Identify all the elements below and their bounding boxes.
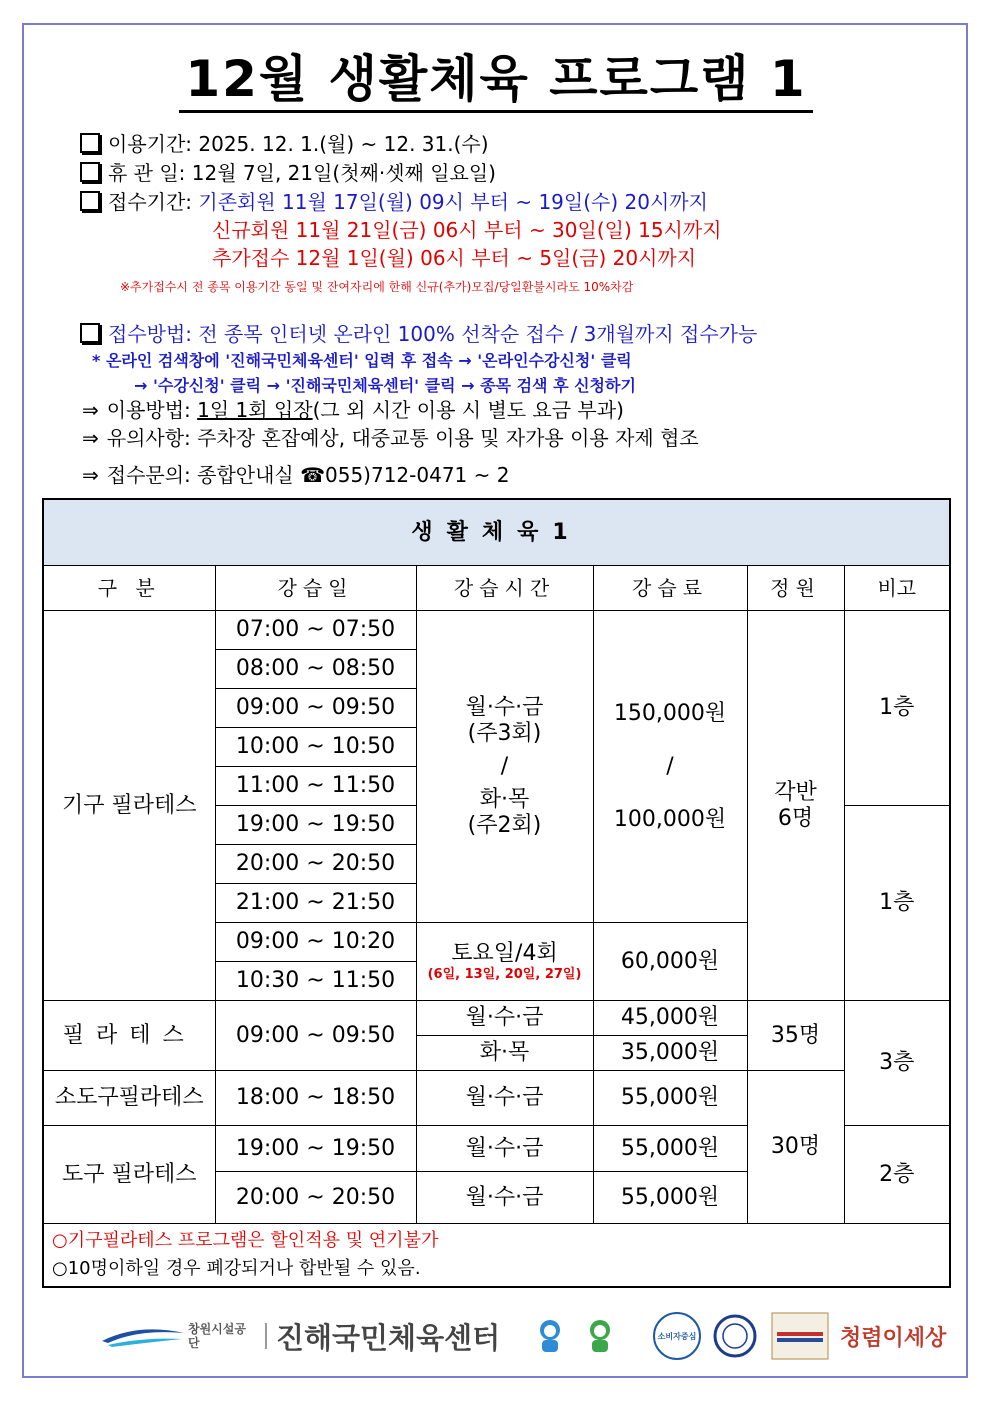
center-name: 진해국민체육센터 bbox=[276, 1320, 501, 1355]
col-fee: 강습료 bbox=[593, 566, 747, 611]
table-row bbox=[43, 1071, 950, 1126]
program-name: 필라테스 bbox=[43, 1001, 215, 1071]
info-reg-new: 신규회원 11월 21일(금) 06시 부터 ~ 30일(일) 15시까지 bbox=[212, 218, 722, 242]
info-registration: 접수기간: 기존회원 11월 17일(월) 09시 부터 ~ 19일(수) 20시까지 bbox=[80, 189, 708, 215]
info-caution: ⇒ 유의사항: 주차장 혼잡예상, 대중교통 이용 및 자가용 이용 자제 협조 bbox=[82, 426, 699, 450]
info-method: 접수방법: 전 종목 인터넷 온라인 100% 선착순 접수 / 3개월까지 접수가능 bbox=[80, 321, 757, 347]
info-reg-note: ※추가접수시 전 종목 이용기간 동일 및 잔여자리에 한해 신규(추가)모집/당일환불시라도 10%차감 bbox=[120, 280, 634, 294]
fee-cell: 150,000원 / 100,000원 bbox=[593, 611, 747, 923]
swoosh-icon bbox=[98, 1321, 188, 1351]
program-name: 도구 필라테스 bbox=[43, 1126, 215, 1224]
time-slot: 09:00 ~ 09:50 bbox=[215, 1001, 416, 1071]
info-usage: ⇒ 이용방법: 1일 1회 입장(그 외 시간 이용 시 별도 요금 부과) bbox=[82, 398, 624, 422]
divider bbox=[264, 1310, 268, 1362]
time-slot: 10:00 ~ 10:50 bbox=[215, 728, 416, 767]
capacity-cell: 35명 bbox=[747, 1001, 844, 1071]
time-slot: 10:30 ~ 11:50 bbox=[215, 962, 416, 1001]
fee-cell: 45,000원 bbox=[593, 1001, 747, 1036]
info-contact: ⇒ 접수문의: 종합안내실 ☎055)712-0471 ~ 2 bbox=[82, 463, 510, 487]
days-cell: 월·수·금 bbox=[416, 1071, 593, 1126]
fee-cell: 60,000원 bbox=[593, 923, 747, 1001]
note-min-enrollment: ○10명이하일 경우 폐강되거나 합반될 수 있음. bbox=[52, 1258, 421, 1279]
time-slot: 11:00 ~ 11:50 bbox=[215, 767, 416, 806]
checkbox-icon bbox=[80, 162, 100, 182]
arrow-icon: ⇒ bbox=[82, 463, 99, 487]
mascot-icon bbox=[528, 1310, 572, 1362]
program-name: 기구 필라테스 bbox=[43, 611, 215, 1001]
days-cell: 토요일/4회 (6일, 13일, 20일, 27일) bbox=[416, 923, 593, 1001]
info-period: 이용기간: 2025. 12. 1.(월) ~ 12. 31.(수) bbox=[80, 131, 489, 157]
time-slot: 21:00 ~ 21:50 bbox=[215, 884, 416, 923]
arrow-icon: ⇒ bbox=[82, 398, 99, 422]
time-slot: 19:00 ~ 19:50 bbox=[215, 1126, 416, 1172]
arrow-icon: ⇒ bbox=[82, 426, 99, 450]
col-capacity: 정원 bbox=[747, 566, 844, 611]
time-slot: 07:00 ~ 07:50 bbox=[215, 611, 416, 650]
days-cell: 월·수·금 bbox=[416, 1126, 593, 1172]
seal-icon bbox=[710, 1310, 760, 1362]
info-closed: 휴 관 일: 12월 7일, 21일(첫째·셋째 일요일) bbox=[80, 160, 496, 186]
table-row bbox=[43, 611, 950, 650]
schedule-table bbox=[42, 498, 951, 1288]
checkbox-icon bbox=[80, 133, 100, 153]
table-row bbox=[43, 1001, 950, 1036]
checkbox-icon bbox=[80, 323, 100, 343]
info-method-note2: → '수강신청' 클릭 → '진해국민체육센터' 클릭 → 종목 검색 후 신청하기 bbox=[134, 376, 636, 395]
time-slot: 20:00 ~ 20:50 bbox=[215, 1172, 416, 1224]
time-slot: 08:00 ~ 08:50 bbox=[215, 650, 416, 689]
fee-cell: 55,000원 bbox=[593, 1071, 747, 1126]
info-reg-extra: 추가접수 12월 1일(월) 06시 부터 ~ 5일(금) 20시까지 bbox=[212, 246, 697, 270]
info-method-note1: * 온라인 검색창에 '진해국민체육센터' 입력 후 접속 → '온라인수강신청' 클릭 bbox=[92, 351, 632, 370]
mascot-icon bbox=[578, 1310, 622, 1362]
floor-cell: 1층 bbox=[844, 806, 950, 1001]
slogan-logo: 청렴이세상 bbox=[840, 1325, 947, 1351]
days-cell: 월·수·금 (주3회) / 화·목 (주2회) bbox=[416, 611, 593, 923]
footer-logos bbox=[88, 1310, 948, 1370]
time-slot: 09:00 ~ 09:50 bbox=[215, 689, 416, 728]
fee-cell: 35,000원 bbox=[593, 1036, 747, 1071]
days-cell: 월·수·금 bbox=[416, 1001, 593, 1036]
col-category: 구 분 bbox=[43, 566, 215, 611]
col-days: 강습일 bbox=[215, 566, 416, 611]
program-name: 소도구필라테스 bbox=[43, 1071, 215, 1126]
fee-cell: 55,000원 bbox=[593, 1126, 747, 1172]
checkbox-icon bbox=[80, 191, 100, 211]
note-no-discount: ○기구필라테스 프로그램은 할인적용 및 연기불가 bbox=[52, 1230, 439, 1251]
days-cell: 월·수·금 bbox=[416, 1172, 593, 1224]
time-slot: 20:00 ~ 20:50 bbox=[215, 845, 416, 884]
certificate-icon bbox=[768, 1310, 832, 1362]
consumer-badge: 소비자중심 bbox=[652, 1310, 702, 1362]
floor-cell: 1층 bbox=[844, 611, 950, 806]
col-time: 강습시간 bbox=[416, 566, 593, 611]
time-slot: 18:00 ~ 18:50 bbox=[215, 1071, 416, 1126]
table-heading: 생활체육1 bbox=[43, 499, 950, 566]
page-title: 12월 생활체육 프로그램 1 bbox=[0, 50, 992, 108]
fee-cell: 55,000원 bbox=[593, 1172, 747, 1224]
changwon-logo: 창원시설공단 bbox=[88, 1310, 258, 1362]
capacity-cell: 각반 6명 bbox=[747, 611, 844, 1001]
col-note: 비고 bbox=[844, 566, 950, 611]
floor-cell: 2층 bbox=[844, 1126, 950, 1224]
table-notes bbox=[43, 1224, 950, 1288]
time-slot: 09:00 ~ 10:20 bbox=[215, 923, 416, 962]
time-slot: 19:00 ~ 19:50 bbox=[215, 806, 416, 845]
capacity-cell: 30명 bbox=[747, 1071, 844, 1224]
days-cell: 화·목 bbox=[416, 1036, 593, 1071]
table-header-row bbox=[43, 566, 950, 611]
floor-cell: 3층 bbox=[844, 1001, 950, 1126]
